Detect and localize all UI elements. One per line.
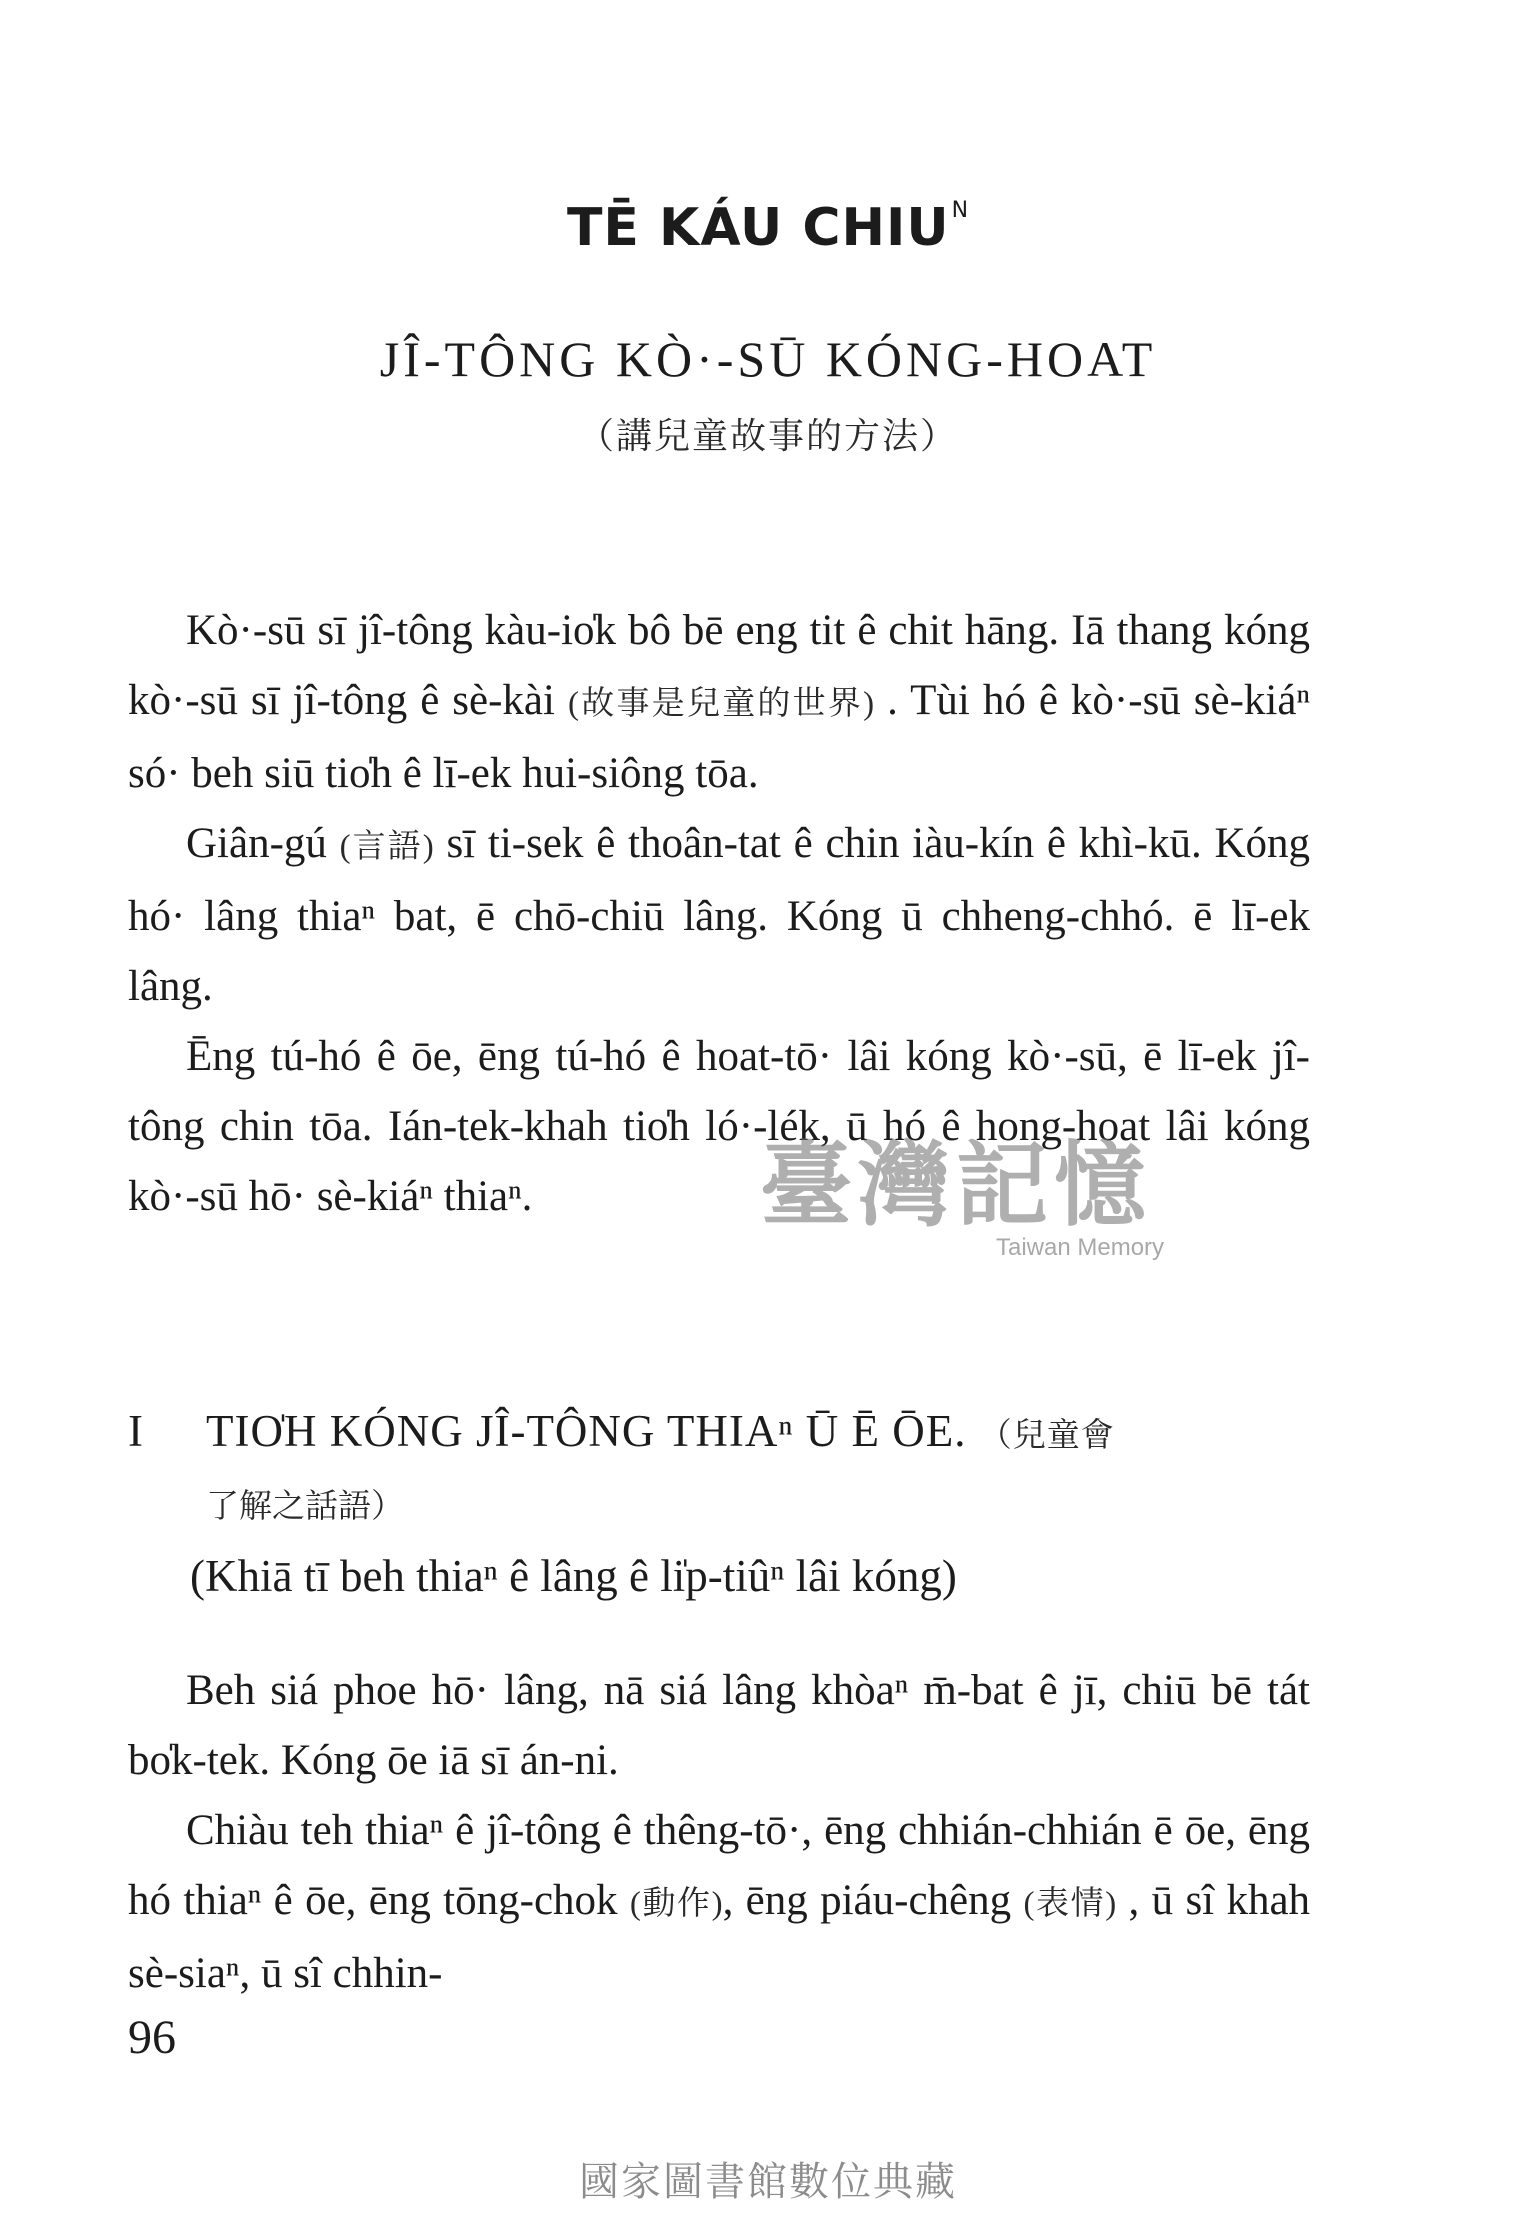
section-heading [128,1398,1310,1469]
section-heading-chinese-cont: 了解之話語） [206,1489,404,1525]
paragraph: Ēng tú-hó ê ōe, ēng tú-hó ê hoat-tō· lâi kóng kò·-sū, ē lī-ek jî-tông chin tōa. Ián-tek-khah tio̍h ló·-lék, ū hó ê hong-hoat lâi kóng kò·-sū hō· sè-kiáⁿ thiaⁿ. [128,1033,1310,1220]
page-number: 96 [128,2011,176,2064]
chapter-title-superscript: N [951,198,970,223]
paragraph-text: , ū sî khah sè-siaⁿ, ū sî chhin- [128,1877,1311,1997]
paragraph-text: Chiàu teh thiaⁿ ê jî-tông ê thêng-tō·, ēng chhián-chhián ē ōe, ēng hó thiaⁿ ê ōe, ēng tōng-chok [128,1807,1310,1924]
intro-text [128,596,1310,1232]
paragraph-text: Giân-gú [186,820,327,867]
chinese-gloss: (故事是兒童的世界) [567,686,875,722]
chapter-title [0,198,1536,258]
library-stamp: 國家圖書館數位典藏 [579,2159,957,2205]
paragraph-text: . Tùi hó ê kò·-sū sè-kiáⁿ só· beh siū tio̍h ê lī-ek hui-siông tōa. [128,677,1311,797]
section-number: I [128,1406,144,1456]
chapter-title-text: TĒ KÁU CHIU [566,198,950,258]
chinese-gloss: (動作) [629,1886,723,1922]
chinese-gloss: (言語) [339,829,434,865]
paragraph [128,1796,1310,2009]
section-heading-chinese: （兒童會 [978,1418,1115,1454]
paragraph-text: , ēng piáu-chêng [722,1877,1012,1924]
chinese-gloss: (表情) [1023,1886,1117,1922]
watermark: 臺灣記憶 [760,1131,1153,1239]
section-heading-text: TIO̍H KÓNG JÎ-TÔNG THIAⁿ Ū Ē ŌE. [206,1406,967,1456]
section-subheading: (Khiā tī beh thiaⁿ ê lâng ê li̍p-tiûⁿ lâi kóng) [190,1551,957,1601]
paragraph-text: Kò·-sū sī jî-tông kàu-io̍k bô bē eng tit ê chit hāng. Iā thang kóng kò·-sū sī jî-tông ê sè-kài [128,607,1310,724]
paragraph: Beh siá phoe hō· lâng, nā siá lâng khòaⁿ m̄-bat ê jī, chiū bē tát bo̍k-tek. Kóng ōe iā sī án-ni. [128,1667,1310,1784]
watermark-subtext: Taiwan Memory [996,1234,1165,1261]
paragraph-text: sī ti-sek ê thoân-tat ê chin iàu-kín ê khì-kū. Kóng hó· lâng thiaⁿ bat, ē chō-chiū lâng. Kóng ū chheng-chhó. ē lī-ek lâng. [128,820,1311,1010]
subtitle: JÎ-TÔNG KÒ·-SŪ KÓNG-HOAT [379,331,1157,387]
paragraph [128,596,1310,809]
section-body [128,1656,1310,2009]
paragraph [128,809,1310,1022]
subtitle-chinese: （講兒童故事的方法） [577,416,958,456]
